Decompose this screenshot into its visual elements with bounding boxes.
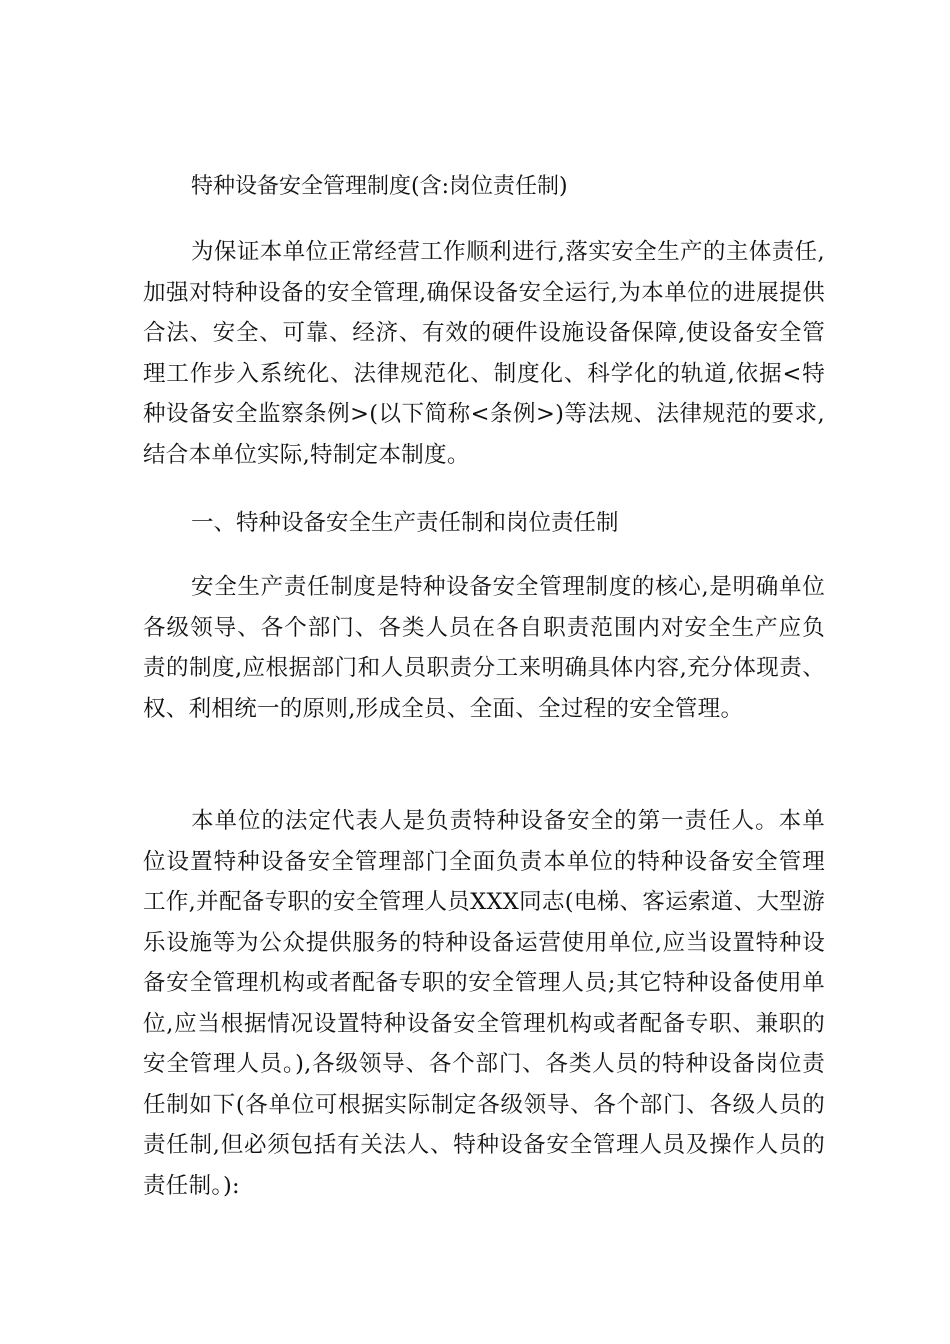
responsibility-paragraph: 安全生产责任制度是特种设备安全管理制度的核心,是明确单位各级领导、各个部门、各类人员在各自职责范围内对安全生产应负责的制度,应根据部门和人员职责分工来明确具体内容,充分体现责、权、利相统一的原则,形成全员、全面、全过程的安全管理。 <box>143 574 825 722</box>
intro-paragraph: 为保证本单位正常经营工作顺利进行,落实安全生产的主体责任,加强对特种设备的安全管理,确保设备安全运行,为本单位的进展提供合法、安全、可靠、经济、有效的硬件设施设备保障,使设备安全管理工作步入系统化、法律规范化、制度化、科学化的轨道,依据<特种设备安全监察条例>(以下简称<条例>)等法规、法律规范的要求,结合本单位实际,特制定本制度。 <box>143 239 825 468</box>
section-heading: 一、特种设备安全生产责任制和岗位责任制 <box>191 510 619 536</box>
document-title: 特种设备安全管理制度(含:岗位责任制) <box>191 174 568 199</box>
legal-representative-paragraph: 本单位的法定代表人是负责特种设备安全的第一责任人。本单位设置特种设备安全管理部门全面负责本单位的特种设备安全管理工作,并配备专职的安全管理人员XXX同志(电梯、客运索道、大型游乐设施等为公众提供服务的特种设备运营使用单位,应当设置特种设备安全管理机构或者配备专职的安全管理人员;其它特种设备使用单位,应当根据情况设置特种设备安全管理机构或者配备专职、兼职的安全管理人员。),各级领导、各个部门、各类人员的特种设备岗位责任制如下(各单位可根据实际制定各级领导、各个部门、各级人员的责任制,但必须包括有关法人、特种设备安全管理人员及操作人员的责任制。): <box>143 808 825 1199</box>
document-page <box>143 0 833 1344</box>
